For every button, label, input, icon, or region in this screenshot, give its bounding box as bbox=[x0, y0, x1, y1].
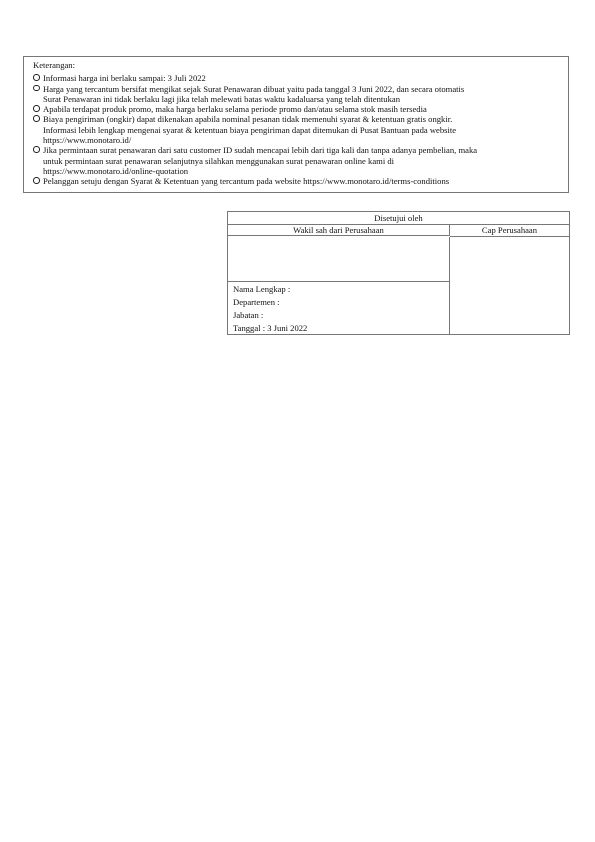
note-line: Harga yang tercantum bersifat mengikat sejak Surat Penawaran dibuat yaitu pada tanggal 3 Juni 2022, dan secara otomatis bbox=[43, 83, 465, 94]
notes-box bbox=[23, 56, 569, 193]
note-item-validity bbox=[33, 73, 568, 83]
signature-area bbox=[228, 237, 450, 282]
circle-bullet-icon bbox=[33, 146, 40, 153]
note-line: https://www.monotaro.id/ bbox=[43, 135, 132, 146]
stamp-header: Cap Perusahaan bbox=[450, 224, 569, 237]
note-line: Informasi lebih lengkap mengenai syarat & ketentuan biaya pengiriman dapat ditemukan di Pusat Bantuan pada website bbox=[43, 124, 457, 135]
circle-bullet-icon bbox=[33, 105, 40, 112]
note-item-shipping bbox=[33, 114, 568, 145]
date-label: Tanggal : 3 Juni 2022 bbox=[233, 323, 308, 333]
approval-header: Disetujui oleh bbox=[228, 212, 569, 225]
circle-bullet-icon bbox=[33, 85, 40, 92]
circle-bullet-icon bbox=[33, 74, 40, 81]
position-label: Jabatan : bbox=[233, 310, 264, 320]
representative-header: Wakil sah dari Perusahaan bbox=[228, 224, 450, 236]
signer-info bbox=[228, 282, 450, 334]
circle-bullet-icon bbox=[33, 115, 40, 122]
note-line: Surat Penawaran ini tidak berlaku lagi jika telah melewati batas waktu kadaluarsa yang telah ditentukan bbox=[43, 93, 400, 104]
note-line: Biaya pengiriman (ongkir) dapat dikenakan apabila nominal pesanan tidak memenuhi syarat & ketentuan gratis ongkir. bbox=[43, 114, 453, 125]
note-line: Informasi harga ini berlaku sampai: 3 Juli 2022 bbox=[43, 73, 206, 84]
department-label: Departemen : bbox=[233, 297, 280, 307]
name-label: Nama Lengkap : bbox=[233, 284, 291, 294]
note-line: Apabila terdapat produk promo, maka harga berlaku selama periode promo dan/atau selama stok masih tersedia bbox=[43, 104, 427, 115]
note-line: Jika permintaan surat penawaran dari satu customer ID sudah mencapai lebih dari tiga kali dan tanpa adanya pembelian, maka bbox=[43, 145, 478, 156]
notes-title: Keterangan: bbox=[33, 60, 75, 70]
note-item-binding bbox=[33, 84, 568, 105]
note-line: untuk permintaan surat penawaran selanjutnya silahkan menggunakan surat penawaran online kami di bbox=[43, 155, 395, 166]
note-line: https://www.monotaro.id/online-quotation bbox=[43, 165, 189, 176]
note-line: Pelanggan setuju dengan Syarat & Ketentuan yang tercantum pada website https://www.monotaro.id/terms-conditions bbox=[43, 176, 450, 187]
approval-table bbox=[227, 211, 570, 335]
note-item-quotation-limit bbox=[33, 145, 568, 176]
circle-bullet-icon bbox=[33, 177, 40, 184]
note-item-terms bbox=[33, 176, 568, 186]
note-item-promo bbox=[33, 104, 568, 114]
